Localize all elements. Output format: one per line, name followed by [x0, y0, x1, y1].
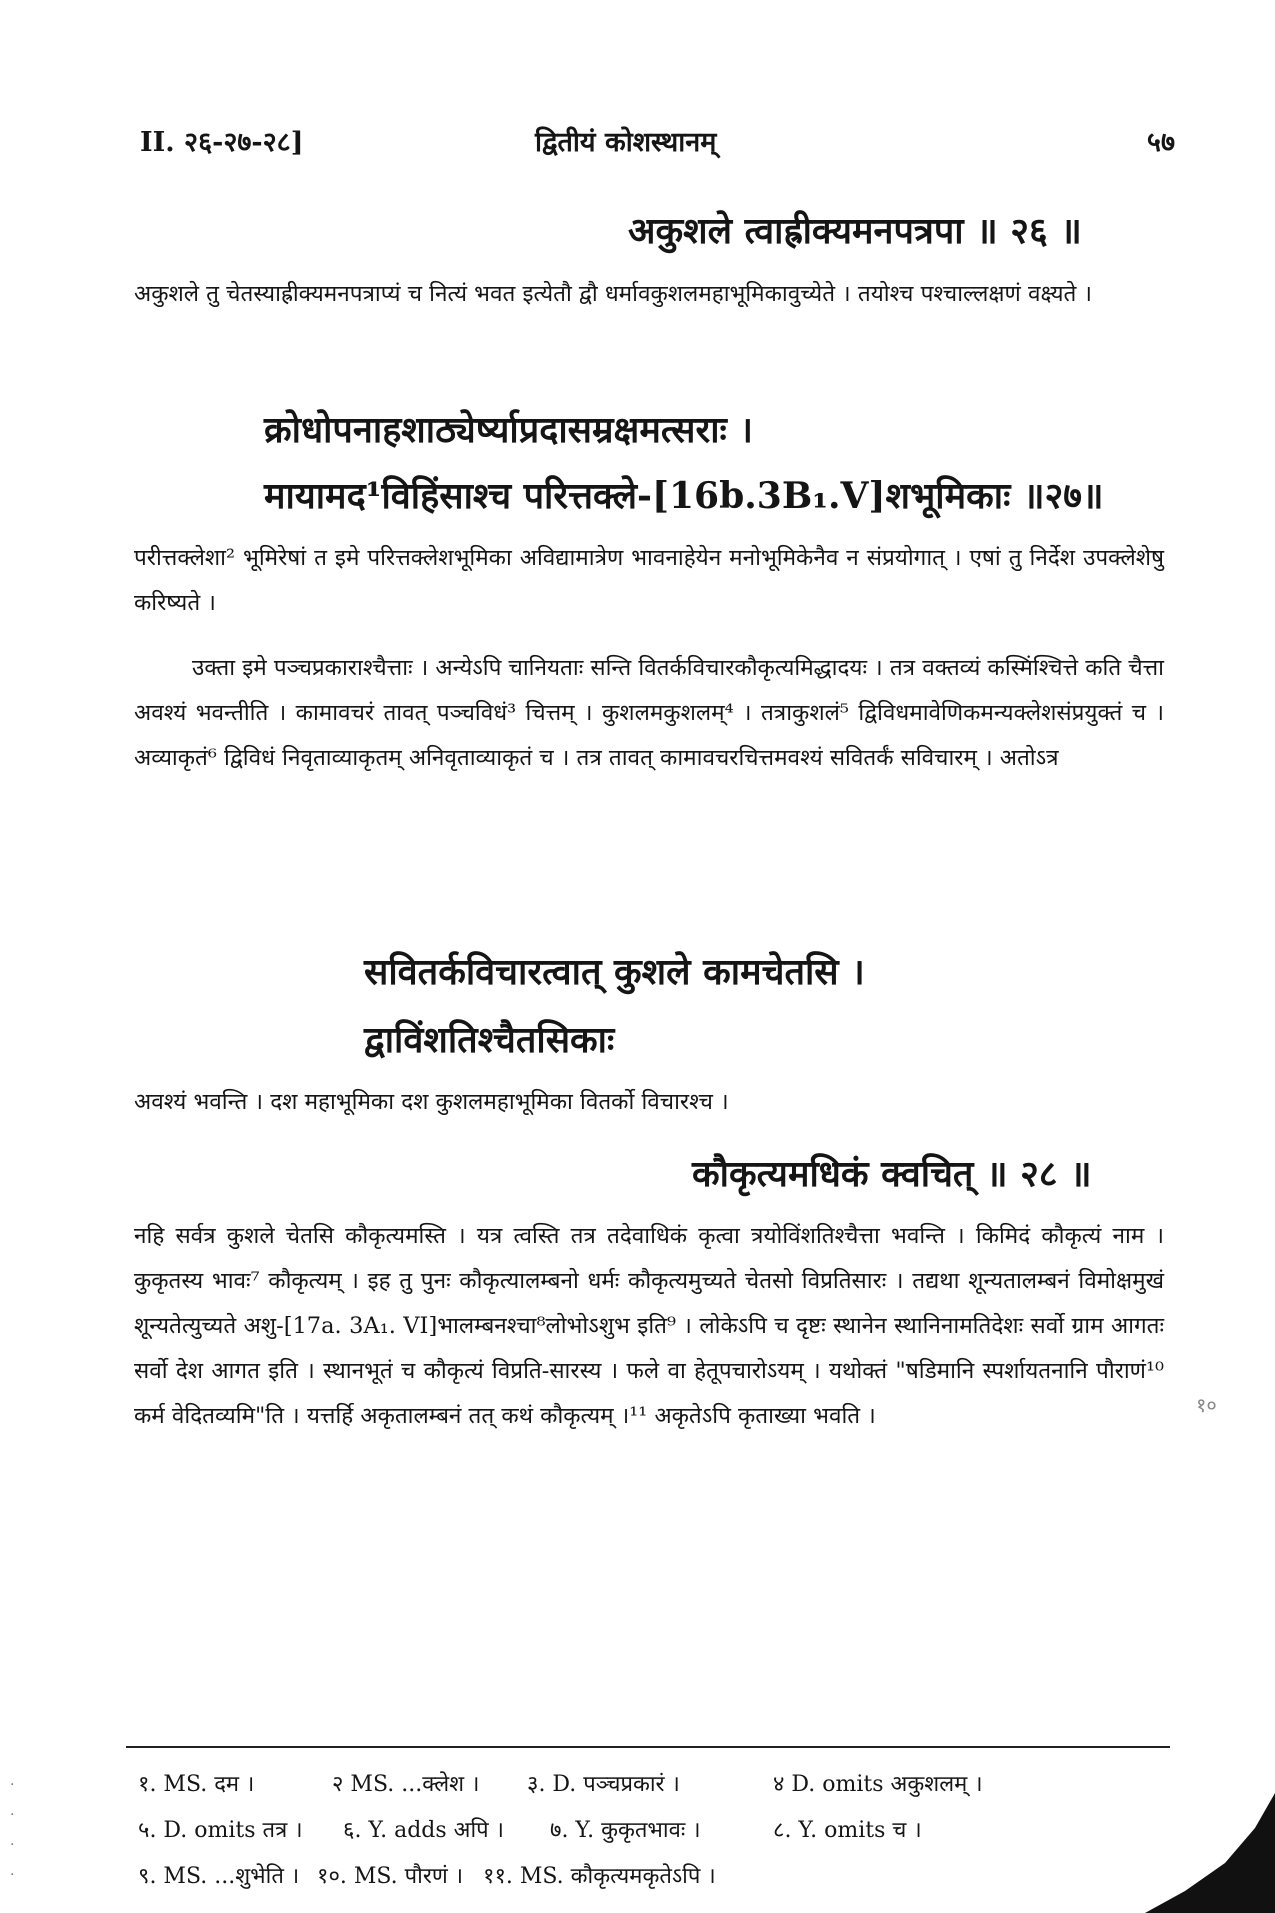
- footnotes: [138, 1762, 1168, 1900]
- footnote-9: ९. MS. ...शुभेति ।: [138, 1864, 300, 1889]
- verse-27-line-2: मायामद¹विहिंसाश्च परित्तक्ले-[16b.3B₁.V]शभूमिकाः ॥२७॥: [264, 475, 1104, 517]
- footnote-10: १०. MS. पौरणं ।: [317, 1864, 464, 1889]
- verse-26: अकुशले त्वाह्रीक्यमनपत्रपा ॥ २६ ॥: [628, 210, 1082, 252]
- header-section-ref: II. २६-२७-२८]: [140, 127, 304, 158]
- verse-28-line-1: सवितर्कविचारत्वात् कुशले कामचेतसि ।: [364, 951, 865, 993]
- footnote-1: १. MS. दम ।: [138, 1772, 255, 1797]
- footnote-row-2: [138, 1808, 1168, 1854]
- commentary-paragraph-1: अकुशले तु चेतस्याह्रीक्यमनपत्राप्यं च नित्यं भवत इत्येतौ द्वौ धर्मावकुशलमहाभूमिकावुच्येते । तयोश्च पश्चाल्लक्षणं वक्ष्यते ।: [134, 281, 1093, 307]
- page-header: [140, 122, 1175, 159]
- commentary-paragraph-2: परीत्तक्लेशा² भूमिरेषां त इमे परित्तक्लेशभूमिका अविद्यामात्रेण भावनाहेयेन मनोभूमिकेनैव न संप्रयोगात् । एषां तु निर्देश उपक्लेशेषु करिष्यते ।: [134, 545, 1164, 616]
- header-title: द्वितीयं कोशस्थानम्: [535, 127, 717, 158]
- footnote-2: २ MS. ...क्लेश ।: [332, 1772, 480, 1797]
- footnote-row-1: [138, 1762, 1168, 1808]
- scan-corner-shadow: [1125, 1773, 1275, 1913]
- verse-28-line-2: द्वाविंशतिश्चैतसिकाः: [364, 1019, 615, 1061]
- verse-27-line-1: क्रोधोपनाहशाठ्येर्ष्याप्रदासम्रक्षमत्सराः ।: [264, 409, 753, 451]
- footnote-8: ८. Y. omits च ।: [773, 1818, 922, 1843]
- commentary-paragraph-4: अवश्यं भवन्ति । दश महाभूमिका दश कुशलमहाभूमिका वितर्को विचारश्च ।: [134, 1089, 729, 1115]
- footnote-3: ३. D. पञ्चप्रकारं ।: [527, 1772, 680, 1797]
- margin-line-number: १०: [1196, 1393, 1217, 1417]
- footnote-6: ६. Y. adds अपि ।: [343, 1818, 504, 1843]
- footnote-divider: [126, 1746, 1170, 1748]
- footnote-row-3: [138, 1854, 1168, 1900]
- footnote-11: ११. MS. कौकृत्यमकृतेऽपि ।: [483, 1864, 716, 1889]
- commentary-paragraph-3: उक्ता इमे पञ्चप्रकाराश्चैत्ताः । अन्येऽपि चानियताः सन्ति वितर्कविचारकौकृत्यमिद्धादयः । तत्र वक्तव्यं कस्मिंश्चित्ते कति चैत्ता अवश्यं भवन्तीति । कामावचरं तावत् पञ्चविधं³ चित्तम् । कुशलमकुशलम्⁴ । तत्राकुशलं⁵ द्विविधमावेणिकमन्यक्लेशसंप्रयुक्तं च । अव्याकृतं⁶ द्विविधं निवृताव्याकृतम् अनिवृताव्याकृतं च । तत्र तावत् कामावचरचित्तमवश्यं सवितर्कं सविचारम् । अतोऽत्र: [134, 655, 1164, 771]
- footnote-5: ५. D. omits तत्र ।: [138, 1818, 303, 1843]
- scan-margin-marks: · · · ·: [10, 1777, 15, 1883]
- commentary-paragraph-5: नहि सर्वत्र कुशले चेतसि कौकृत्यमस्ति । यत्र त्वस्ति तत्र तदेवाधिकं कृत्वा त्रयोविंशतिश्चैत्ता भवन्ति । किमिदं कौकृत्यं नाम । कुकृतस्य भावः⁷ कौकृत्यम् । इह तु पुनः कौकृत्यालम्बनो धर्मः कौकृत्यमुच्यते चेतसो विप्रतिसारः । तद्यथा शून्यतालम्बनं विमोक्षमुखं शून्यतेत्युच्यते अशु-[17a. 3A₁. VI]भालम्बनश्चा⁸लोभोऽशुभ इति⁹ । लोकेऽपि च दृष्टः स्थानेन स्थानिनामतिदेशः सर्वो ग्राम आगतः सर्वो देश आगत इति । स्थानभूतं च कौकृत्यं विप्रति-सारस्य । फले वा हेतूपचारोऽयम् । यथोक्तं "षडिमानि स्पर्शायतनानि पौराणं¹⁰ कर्म वेदितव्यमि"ति । यत्तर्हि अकृतालम्बनं तत् कथं कौकृत्यम् ।¹¹ अकृतेऽपि कृताख्या भवति ।: [134, 1223, 1164, 1429]
- page-number: ५७: [1146, 127, 1175, 158]
- footnote-4: ४ D. omits अकुशलम् ।: [773, 1772, 983, 1797]
- footnote-7: ७. Y. कुकृतभावः ।: [550, 1818, 701, 1843]
- verse-28-line-3: कौकृत्यमधिकं क्वचित् ॥ २८ ॥: [692, 1153, 1092, 1195]
